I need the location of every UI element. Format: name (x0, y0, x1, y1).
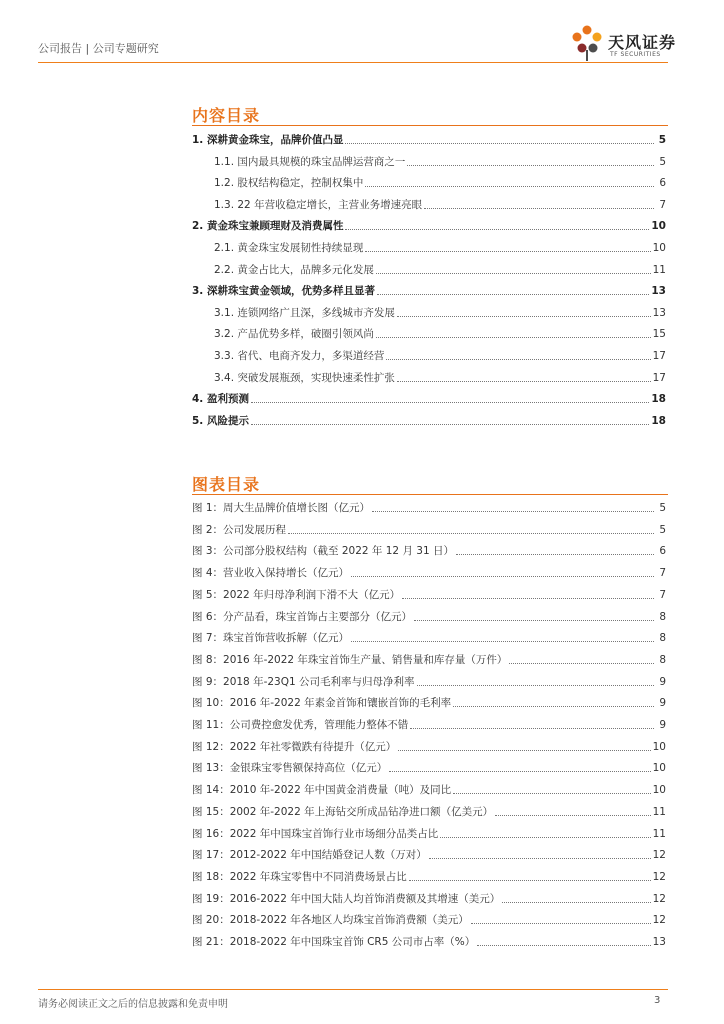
entry-page-number: 7 (659, 198, 666, 211)
dot-leader (365, 185, 654, 187)
entry-label: 1.3. 22 年营收稳定增长，主营业务增速亮眼 (214, 198, 423, 211)
dot-leader (365, 250, 650, 252)
entry-page-number: 9 (659, 719, 666, 731)
dot-leader (389, 770, 650, 772)
entry-label: 图 21：2018-2022 年中国珠宝首饰 CR5 公司市占率（%） (192, 936, 476, 948)
dot-leader (397, 315, 651, 317)
entry-page-number: 7 (659, 567, 666, 580)
entry-label: 5. 风险提示 (192, 414, 249, 427)
entry-label: 3.1. 连锁网络广且深，多线城市齐发展 (214, 306, 395, 319)
logo-chinese-name: 天风证券 (608, 33, 677, 52)
entry-page-number: 10 (652, 740, 666, 753)
disclaimer-text: 请务必阅读正文之后的信息披露和免责申明 (38, 999, 228, 1010)
entry-page-number: 11 (652, 263, 666, 276)
entry-label: 图 20：2018-2022 年各地区人均珠宝首饰消费额（美元） (192, 914, 469, 927)
entry-label: 图 3：公司部分股权结构（截至 2022 年 12 月 31 日） (192, 545, 454, 558)
dot-leader (417, 684, 654, 686)
entry-page-number: 15 (652, 328, 666, 341)
entry-page-number: 5 (659, 155, 666, 168)
dot-leader (398, 749, 650, 751)
figure-entry[interactable] (192, 718, 666, 732)
figure-entry[interactable] (192, 783, 666, 797)
toc-section-entry[interactable] (214, 371, 666, 385)
entry-label: 4. 盈利预测 (192, 393, 249, 406)
toc-section-entry[interactable] (214, 241, 666, 255)
figure-entry[interactable] (192, 892, 666, 906)
entry-page-number: 10 (652, 784, 666, 797)
dot-leader (372, 510, 654, 512)
entry-page-number: 5 (658, 134, 666, 146)
figure-entry[interactable] (192, 848, 666, 862)
entry-label: 2.2. 黄金占比大，品牌多元化发展 (214, 263, 374, 276)
entry-page-number: 18 (651, 393, 666, 406)
dot-leader (495, 814, 651, 816)
entry-page-number: 12 (652, 892, 666, 905)
figure-entry[interactable] (192, 935, 666, 949)
entry-page-number: 12 (652, 849, 666, 862)
dot-leader (440, 836, 650, 838)
entry-label: 1. 深耕黄金珠宝，品牌价值凸显 (192, 134, 344, 146)
entry-page-number: 9 (659, 697, 666, 710)
toc-section-entry[interactable] (214, 176, 666, 190)
entry-label: 3.2. 产品优势多样，破圈引领风尚 (214, 328, 374, 341)
entry-label: 图 11：公司费控愈发优秀，管理能力整体不错 (192, 719, 409, 731)
entry-page-number: 5 (659, 523, 666, 536)
entry-label: 图 15：2002 年-2022 年上海钻交所成品钻净进口额（亿美元） (192, 805, 494, 818)
dot-leader (345, 142, 654, 144)
report-header: 公司报告 | 公司专题研究 (38, 42, 159, 55)
figure-entry[interactable] (192, 740, 666, 754)
entry-label: 3.3. 省代、电商齐发力，多渠道经营 (214, 350, 385, 362)
toc-chapter-entry[interactable] (192, 414, 666, 428)
entry-label: 图 13：金银珠宝零售额保持高位（亿元） (192, 762, 388, 775)
dot-leader (376, 272, 651, 274)
figure-entry[interactable] (192, 588, 666, 602)
entry-label: 图 9：2018 年-23Q1 公司毛利率与归母净利率 (192, 675, 415, 688)
entry-label: 1.1. 国内最具规模的珠宝品牌运营商之一 (214, 155, 406, 168)
page-number: 3 (654, 995, 661, 1006)
entry-label: 图 12：2022 年社零微跌有待提升（亿元） (192, 740, 397, 753)
entry-page-number: 6 (659, 177, 666, 190)
dot-leader (509, 662, 654, 664)
entry-page-number: 10 (652, 762, 666, 775)
dot-leader (407, 164, 654, 166)
toc-chapter-entry[interactable] (192, 133, 666, 147)
dot-leader (351, 640, 654, 642)
toc-section-entry[interactable] (214, 263, 666, 277)
figure-entry[interactable] (192, 696, 666, 710)
toc-section-entry[interactable] (214, 349, 666, 363)
figures-title-rule (192, 494, 668, 495)
dot-leader (410, 727, 654, 729)
entry-page-number: 7 (659, 588, 666, 601)
entry-page-number: 13 (652, 936, 666, 948)
toc-section-entry[interactable] (214, 155, 666, 169)
entry-page-number: 11 (652, 827, 666, 840)
entry-page-number: 13 (651, 285, 666, 298)
entry-page-number: 8 (659, 653, 666, 666)
dot-leader (386, 358, 650, 360)
tf-securities-logo (570, 24, 690, 64)
dot-leader (251, 423, 649, 425)
dot-leader (251, 401, 649, 403)
entry-label: 图 8：2016 年-2022 年珠宝首饰生产量、销售量和库存量（万件） (192, 653, 508, 666)
entry-page-number: 10 (651, 220, 666, 233)
dot-leader (477, 944, 650, 946)
dot-leader (471, 922, 651, 924)
entry-label: 图 1：周大生品牌价值增长图（亿元） (192, 502, 371, 514)
flower-logo-icon (570, 24, 604, 62)
entry-label: 图 10：2016 年-2022 年素金首饰和镶嵌首饰的毛利率 (192, 697, 452, 710)
figure-entry[interactable] (192, 675, 666, 689)
entry-page-number: 8 (659, 610, 666, 623)
entry-label: 图 6：分产品看，珠宝首饰占主要部分（亿元） (192, 610, 413, 623)
figure-entry[interactable] (192, 610, 666, 624)
dot-leader (402, 597, 654, 599)
toc-title: 内容目录 (192, 106, 261, 125)
entry-page-number: 12 (652, 870, 666, 883)
dot-leader (502, 901, 650, 903)
figure-entry[interactable] (192, 827, 666, 841)
figure-entry[interactable] (192, 523, 666, 537)
dot-leader (429, 857, 651, 859)
entry-label: 图 4：营业收入保持增长（亿元） (192, 567, 350, 580)
toc-section-entry[interactable] (214, 306, 666, 320)
figure-entry[interactable] (192, 913, 666, 927)
entry-label: 图 2：公司发展历程 (192, 523, 287, 536)
entry-label: 3.4. 突破发展瓶颈，实现快速柔性扩张 (214, 371, 395, 384)
toc-section-entry[interactable] (214, 198, 666, 212)
entry-label: 图 16：2022 年中国珠宝首饰行业市场细分品类占比 (192, 827, 439, 840)
figure-entry[interactable] (192, 566, 666, 580)
entry-label: 3. 深耕珠宝黄金领域，优势多样且显著 (192, 285, 375, 298)
entry-label: 图 19：2016-2022 年中国大陆人均首饰消费额及其增速（美元） (192, 892, 501, 905)
entry-label: 2.1. 黄金珠宝发展韧性持续显现 (214, 242, 364, 254)
dot-leader (453, 705, 654, 707)
dot-leader (397, 380, 651, 382)
logo-english-name: TF SECURITIES (610, 51, 661, 58)
entry-page-number: 12 (652, 914, 666, 927)
figure-entry[interactable] (192, 501, 666, 515)
dot-leader (345, 228, 649, 230)
dot-leader (414, 619, 654, 621)
entry-page-number: 17 (652, 371, 666, 384)
toc-title-rule (192, 125, 668, 126)
dot-leader (351, 575, 654, 577)
entry-page-number: 9 (659, 675, 666, 688)
figure-entry[interactable] (192, 761, 666, 775)
dot-leader (376, 336, 651, 338)
entry-page-number: 8 (659, 632, 666, 645)
dot-leader (453, 792, 651, 794)
dot-leader (409, 879, 651, 881)
dot-leader (377, 293, 649, 295)
entry-page-number: 18 (651, 414, 666, 427)
dot-leader (456, 553, 654, 555)
entry-label: 图 5：2022 年归母净利润下滑不大（亿元） (192, 588, 401, 601)
entry-page-number: 5 (659, 502, 666, 514)
figure-entry[interactable] (192, 870, 666, 884)
toc-chapter-entry[interactable] (192, 392, 666, 406)
entry-page-number: 6 (659, 545, 666, 558)
dot-leader (288, 532, 654, 534)
entry-label: 1.2. 股权结构稳定，控制权集中 (214, 177, 364, 190)
dot-leader (424, 207, 654, 209)
entry-label: 图 14：2010 年-2022 年中国黄金消费量（吨）及同比 (192, 784, 452, 797)
footer-divider (38, 989, 668, 990)
entry-label: 图 17：2012-2022 年中国结婚登记人数（万对） (192, 849, 427, 862)
figures-title: 图表目录 (192, 475, 261, 494)
figure-entry[interactable] (192, 544, 666, 558)
entry-page-number: 10 (652, 242, 666, 254)
figure-entry[interactable] (192, 653, 666, 667)
toc-chapter-entry[interactable] (192, 219, 666, 233)
entry-label: 图 7：珠宝首饰营收拆解（亿元） (192, 632, 350, 645)
entry-page-number: 17 (652, 350, 666, 362)
entry-page-number: 11 (652, 805, 666, 818)
entry-page-number: 13 (652, 306, 666, 319)
figure-entry[interactable] (192, 631, 666, 645)
entry-label: 2. 黄金珠宝兼顾理财及消费属性 (192, 220, 344, 233)
toc-chapter-entry[interactable] (192, 284, 666, 298)
header-divider (38, 62, 668, 63)
entry-label: 图 18：2022 年珠宝零售中不同消费场景占比 (192, 870, 407, 883)
toc-section-entry[interactable] (214, 327, 666, 341)
figure-entry[interactable] (192, 805, 666, 819)
